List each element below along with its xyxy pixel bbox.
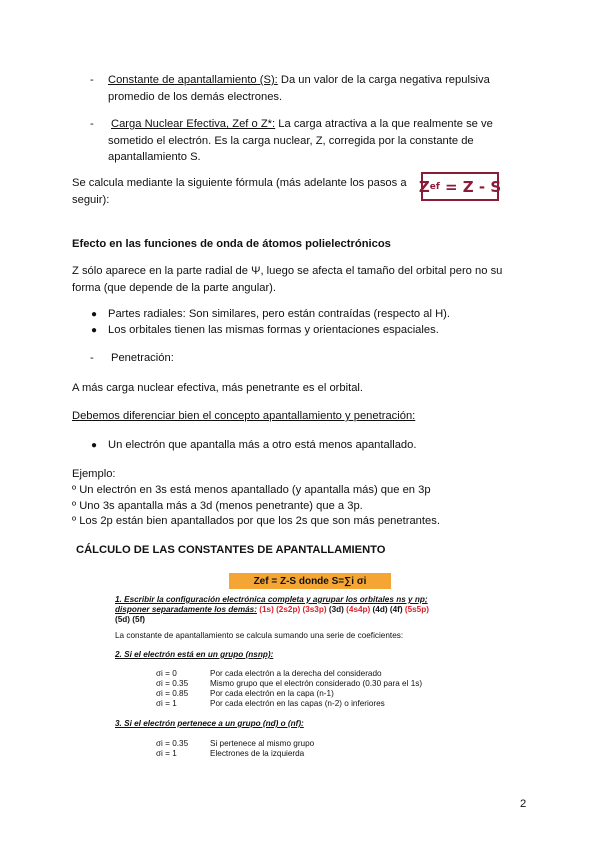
definition-text: Da un valor de la carga negativa repulsiva bbox=[277, 74, 490, 86]
formula-box bbox=[418, 172, 502, 201]
statement: A más carga nuclear efectiva, más penetrante es el orbital. bbox=[72, 382, 364, 394]
sigma-value: σi = 0.35 bbox=[156, 679, 189, 688]
definition-text-cont: promedio de los demás electrones. bbox=[108, 91, 283, 103]
dash-bullet: - bbox=[90, 352, 94, 364]
definition-text-cont: sometido el electrón. Es la carga nuclear, Z, corregida por la constante de bbox=[108, 135, 474, 147]
sigma-desc: Si pertenece al mismo grupo bbox=[210, 739, 315, 748]
coef-note: La constante de apantallamiento se calcula sumando una serie de coeficientes: bbox=[115, 631, 404, 640]
sigma-desc: Electrones de la izquierda bbox=[210, 749, 305, 758]
sigma-value: σi = 1 bbox=[156, 699, 177, 708]
formula-sub: ef bbox=[429, 181, 440, 192]
sigma-desc: Mismo grupo que el electrón considerado (0.30 para el 1s) bbox=[210, 679, 423, 688]
sigma-value: σi = 1 bbox=[156, 749, 177, 758]
example-line: º Los 2p están bien apantallados por que los 2s que son más penetrantes. bbox=[72, 515, 440, 527]
orbital-groups-red: (1s) (2s2p) (3s3p) bbox=[256, 605, 327, 614]
example-label: Ejemplo: bbox=[72, 468, 116, 480]
example-line: º Un electrón en 3s está menos apantallado (y apantalla más) que en 3p bbox=[72, 484, 431, 496]
step2-title: 2. Si el electrón está en un grupo (nsnp): bbox=[115, 650, 274, 659]
sigma-desc: Por cada electrón en las capas (n-2) o inferiores bbox=[210, 699, 385, 708]
example-line: º Uno 3s apantalla más a 3d (menos penetrante) que a 3p. bbox=[72, 500, 363, 512]
orbital-groups-black: (4d) (4f) bbox=[370, 605, 403, 614]
step1-line2 bbox=[115, 605, 429, 615]
sigma-desc: Por cada electrón en la capa (n-1) bbox=[210, 689, 334, 698]
definition-text-cont: apantallamiento S. bbox=[108, 151, 201, 163]
list-item-text: Partes radiales: Son similares, pero están contraídas (respecto al H). bbox=[108, 308, 450, 320]
formula-rest: = Z - S bbox=[439, 177, 502, 196]
step1-label: disponer separadamente los demás: bbox=[115, 605, 257, 614]
shielding-rules-figure bbox=[112, 568, 496, 764]
step1-title: 1. Escribir la configuración electrónica completa y agrupar los orbitales ns y np; bbox=[115, 595, 428, 604]
term: Carga Nuclear Efectiva, Zef o Z*: bbox=[111, 118, 276, 130]
step3-title: 3. Si el electrón pertenece a un grupo (nd) o (nf): bbox=[115, 719, 304, 728]
orbital-group-4s4p: (4s4p) bbox=[343, 605, 371, 614]
page-number: 2 bbox=[520, 798, 527, 810]
formula-header: Zef = Z-S donde S=∑i σi bbox=[229, 573, 391, 589]
dash-item-text: Penetración: bbox=[111, 352, 174, 364]
sigma-desc: Por cada electrón a la derecha del considerado bbox=[210, 669, 382, 678]
orbital-group-5s5p: (5s5p) bbox=[402, 605, 429, 614]
formula-intro: Se calcula mediante la siguiente fórmula (más adelante los pasos a bbox=[72, 177, 407, 189]
paragraph: Z sólo aparece en la parte radial de Ψ, luego se afecta el tamaño del orbital pero no su bbox=[72, 265, 503, 277]
term: Constante de apantallamiento (S): bbox=[108, 74, 278, 86]
bullet-icon: ● bbox=[91, 325, 98, 336]
dash-bullet: - bbox=[90, 118, 94, 130]
underline-note: Debemos diferenciar bien el concepto apantallamiento y penetración: bbox=[72, 410, 416, 422]
sigma-value: σi = 0 bbox=[156, 669, 177, 678]
section-title: CÁLCULO DE LAS CONSTANTES DE APANTALLAMIENTO bbox=[76, 544, 386, 556]
list-item-text: Los orbitales tienen las mismas formas y orientaciones espaciales. bbox=[108, 324, 439, 336]
sigma-value: σi = 0.85 bbox=[156, 689, 189, 698]
orbital-group-3d: (3d) bbox=[326, 605, 344, 614]
formula-intro-cont: seguir): bbox=[72, 194, 110, 206]
definition-text: La carga atractiva a la que realmente se ve bbox=[275, 118, 493, 130]
bullet-icon: ● bbox=[91, 309, 98, 320]
formula-z: Z bbox=[418, 177, 430, 196]
step1-line3: (5d) (5f) bbox=[115, 615, 146, 624]
sigma-value: σi = 0.35 bbox=[156, 739, 189, 748]
section-title: Efecto en las funciones de onda de átomos polielectrónicos bbox=[72, 238, 391, 250]
dash-bullet: - bbox=[90, 74, 94, 86]
bullet-icon: ● bbox=[91, 440, 98, 451]
paragraph-cont: forma (que depende de la parte angular). bbox=[72, 282, 276, 294]
list-item-text: Un electrón que apantalla más a otro está menos apantallado. bbox=[108, 439, 417, 451]
